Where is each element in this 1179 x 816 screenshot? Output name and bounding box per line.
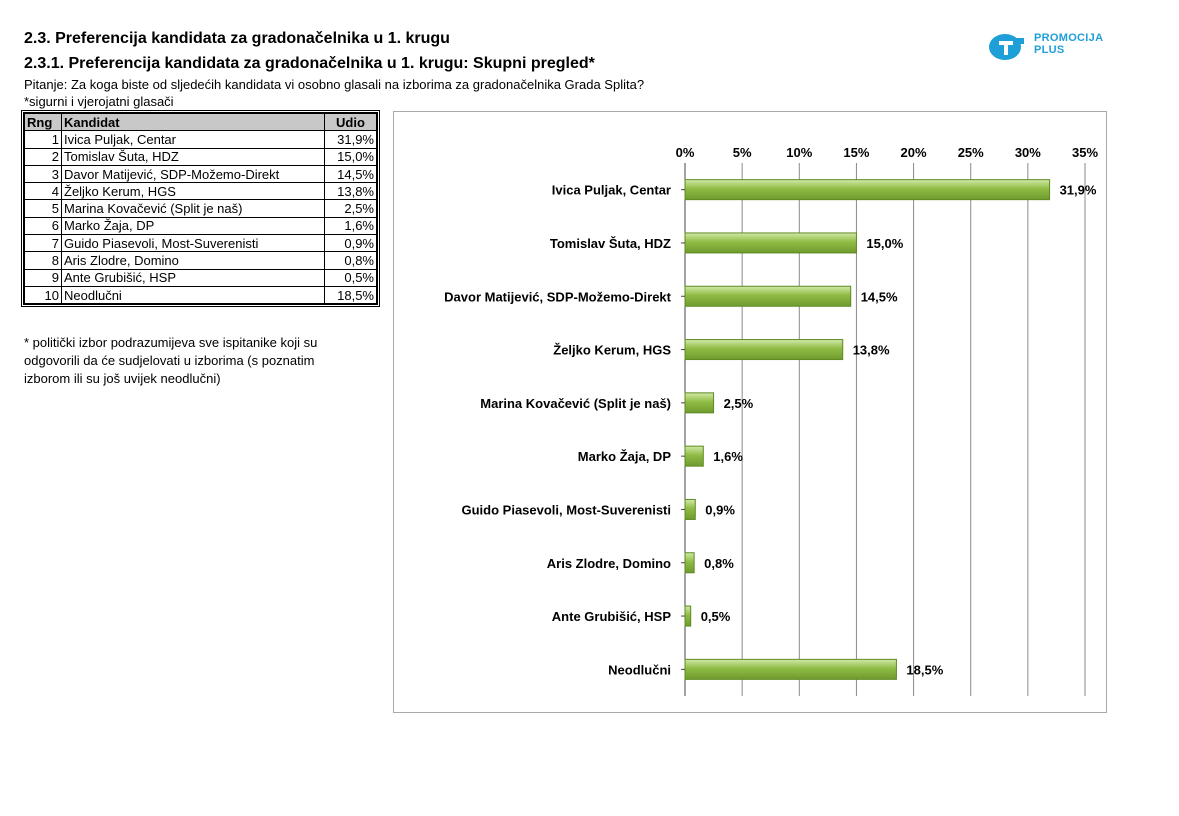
table-row — [24, 252, 377, 269]
value-label: 31,9% — [1059, 182, 1097, 198]
chart-frame — [393, 111, 1107, 713]
candidate-cell: Ante Grubišić, HSP — [62, 269, 325, 286]
table-row — [24, 235, 377, 252]
bar — [685, 340, 843, 360]
category-label: Ivica Puljak, Centar — [551, 182, 671, 198]
share-cell: 0,9% — [325, 235, 378, 252]
sample-note: *sigurni i vjerojatni glasači — [24, 94, 174, 109]
value-label: 2,5% — [723, 395, 754, 411]
share-cell: 31,9% — [325, 131, 378, 148]
share-cell: 0,5% — [325, 269, 378, 286]
category-label: Željko Kerum, HGS — [553, 342, 671, 358]
table-row — [24, 131, 377, 148]
x-tick-label: 0% — [675, 145, 695, 160]
bar — [685, 553, 694, 573]
rank-cell: 4 — [24, 183, 62, 200]
category-label: Aris Zlodre, Domino — [546, 555, 671, 571]
category-label: Davor Matijević, SDP-Možemo-Direkt — [444, 289, 671, 305]
candidate-cell: Marina Kovačević (Split je naš) — [62, 200, 325, 217]
share-cell: 14,5% — [325, 165, 378, 182]
share-cell: 2,5% — [325, 200, 378, 217]
logo-text-line1: PROMOCIJA — [1034, 32, 1104, 44]
rank-cell: 2 — [24, 148, 62, 165]
value-label: 0,8% — [704, 555, 734, 571]
value-label: 15,0% — [866, 235, 904, 251]
value-label: 0,5% — [700, 609, 731, 625]
rank-cell: 9 — [24, 269, 62, 286]
bar — [685, 446, 703, 466]
candidate-cell: Željko Kerum, HGS — [62, 183, 325, 200]
candidate-cell: Marko Žaja, DP — [62, 217, 325, 234]
bar — [685, 659, 896, 679]
table-header-row — [24, 113, 377, 131]
rank-cell: 7 — [24, 235, 62, 252]
x-tick-label: 15% — [843, 145, 870, 160]
table-row — [24, 269, 377, 286]
header-share: Udio — [325, 113, 378, 131]
table-row — [24, 217, 377, 234]
value-label: 13,8% — [852, 342, 890, 358]
value-label: 0,9% — [705, 502, 735, 518]
table-row — [24, 286, 377, 304]
rank-cell: 5 — [24, 200, 62, 217]
rank-cell: 10 — [24, 286, 62, 304]
rank-cell: 1 — [24, 131, 62, 148]
x-tick-label: 10% — [786, 145, 813, 160]
rank-cell: 6 — [24, 217, 62, 234]
candidate-cell: Guido Piasevoli, Most-Suverenisti — [62, 235, 325, 252]
category-label: Ante Grubišić, HSP — [551, 609, 671, 625]
category-label: Tomislav Šuta, HDZ — [549, 235, 671, 251]
x-tick-label: 30% — [1014, 145, 1041, 160]
candidate-cell: Tomislav Šuta, HDZ — [62, 148, 325, 165]
candidate-cell: Davor Matijević, SDP-Možemo-Direkt — [62, 165, 325, 182]
bar — [685, 233, 856, 253]
header-rank: Rng — [24, 113, 62, 131]
share-cell: 18,5% — [325, 286, 378, 304]
table-row — [24, 200, 377, 217]
header-candidate: Kandidat — [62, 113, 325, 131]
bar — [685, 499, 695, 519]
bar-chart — [394, 112, 1108, 714]
share-cell: 13,8% — [325, 183, 378, 200]
bar — [685, 606, 691, 626]
share-cell: 1,6% — [325, 217, 378, 234]
bar — [685, 180, 1050, 200]
share-cell: 0,8% — [325, 252, 378, 269]
category-label: Marina Kovačević (Split je naš) — [480, 395, 671, 411]
x-tick-label: 5% — [732, 145, 752, 160]
value-label: 14,5% — [860, 289, 898, 305]
bar — [685, 286, 851, 306]
footnote: * politički izbor podrazumijeva sve ispitanike koji su odgovorili da će sudjelovati u izborima (s poznatim izborom ili su još uvijek neodlučni) — [24, 335, 318, 386]
section-title: 2.3.1. Preferencija kandidata za gradonačelnika u 1. krugu: Skupni pregled* — [24, 55, 595, 72]
ranking-table — [23, 112, 378, 305]
category-label: Neodlučni — [608, 662, 671, 678]
x-tick-label: 35% — [1071, 145, 1099, 160]
survey-question: Pitanje: Za koga biste od sljedećih kandidata vi osobno glasali na izborima za gradonačelnika Grada Splita? — [24, 77, 645, 92]
category-label: Guido Piasevoli, Most-Suverenisti — [461, 502, 671, 518]
value-label: 1,6% — [713, 449, 743, 465]
candidate-cell: Neodlučni — [62, 286, 325, 304]
bar — [685, 393, 714, 413]
category-label: Marko Žaja, DP — [577, 449, 671, 465]
logo-mark-icon — [988, 32, 1026, 62]
rank-cell: 3 — [24, 165, 62, 182]
table-row — [24, 165, 377, 182]
logo-text-line2: PLUS — [1034, 44, 1065, 56]
share-cell: 15,0% — [325, 148, 378, 165]
candidate-cell: Ivica Puljak, Centar — [62, 131, 325, 148]
x-tick-label: 20% — [900, 145, 927, 160]
promocija-plus-logo — [988, 30, 1128, 66]
rank-cell: 8 — [24, 252, 62, 269]
x-tick-label: 25% — [957, 145, 984, 160]
candidate-cell: Aris Zlodre, Domino — [62, 252, 325, 269]
value-label: 18,5% — [906, 662, 944, 678]
table-row — [24, 183, 377, 200]
page-title: 2.3. Preferencija kandidata za gradonačelnika u 1. krugu — [24, 30, 450, 47]
table-row — [24, 148, 377, 165]
